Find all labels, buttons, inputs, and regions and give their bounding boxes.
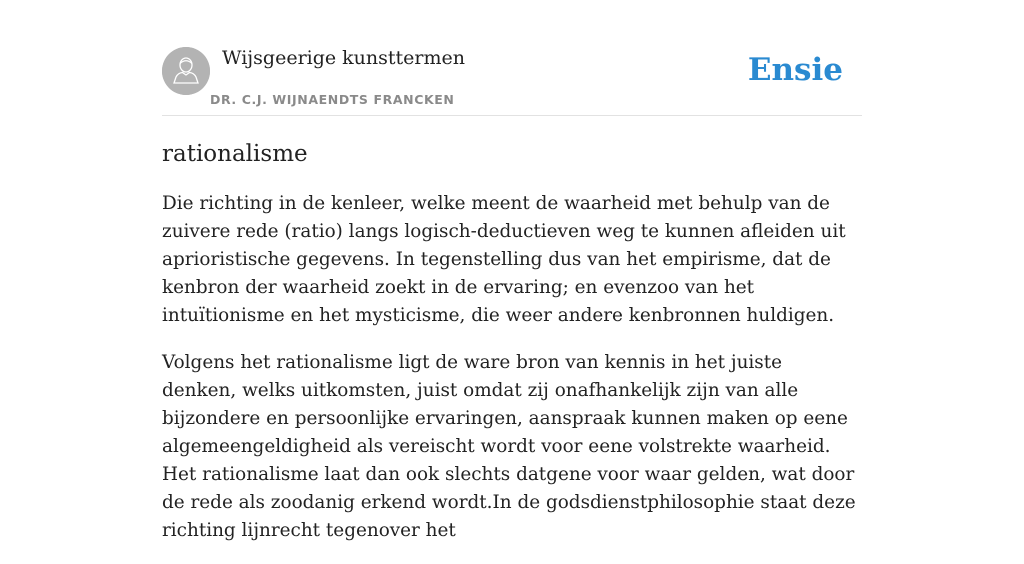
entry-article bbox=[162, 138, 862, 564]
author-name[interactable]: DR. C.J. WIJNAENDTS FRANCKEN bbox=[210, 92, 455, 107]
entry-title: rationalisme bbox=[162, 141, 308, 167]
author-avatar bbox=[162, 47, 210, 95]
brand-logo[interactable]: Ensie bbox=[747, 52, 843, 88]
source-title[interactable]: Wijsgeerige kunsttermen bbox=[222, 47, 466, 69]
entry-paragraph: Volgens het rationalisme ligt de ware bron van kennis in het juiste denken, welks uitkomsten, juist omdat zij onafhankelijk zijn van alle bijzondere en persoonlijke ervaringen, aanspraak kunnen maken op eene algemeengeldigheid als vereischt wordt voor eene volstrekte waarheid. Het rationalisme laat dan ook slechts datgene voor waar gelden, wat door de rede als zoodanig erkend wordt.In de godsdienstphilosophie staat deze richting lijnrecht tegenover het bbox=[162, 352, 856, 541]
header-divider bbox=[162, 115, 862, 116]
user-placeholder-icon bbox=[162, 47, 210, 95]
source-header bbox=[162, 46, 862, 116]
entry-paragraph: Die richting in de kenleer, welke meent de waarheid met behulp van de zuivere rede (ratio) langs logisch-deductieven weg te kunnen afleiden uit aprioristische gegevens. In tegenstelling dus van het empirisme, dat de kenbron der waarheid zoekt in de ervaring; en evenzoo van het intuïtionisme en het mysticisme, die weer andere kenbronnen huldigen. bbox=[162, 193, 846, 326]
